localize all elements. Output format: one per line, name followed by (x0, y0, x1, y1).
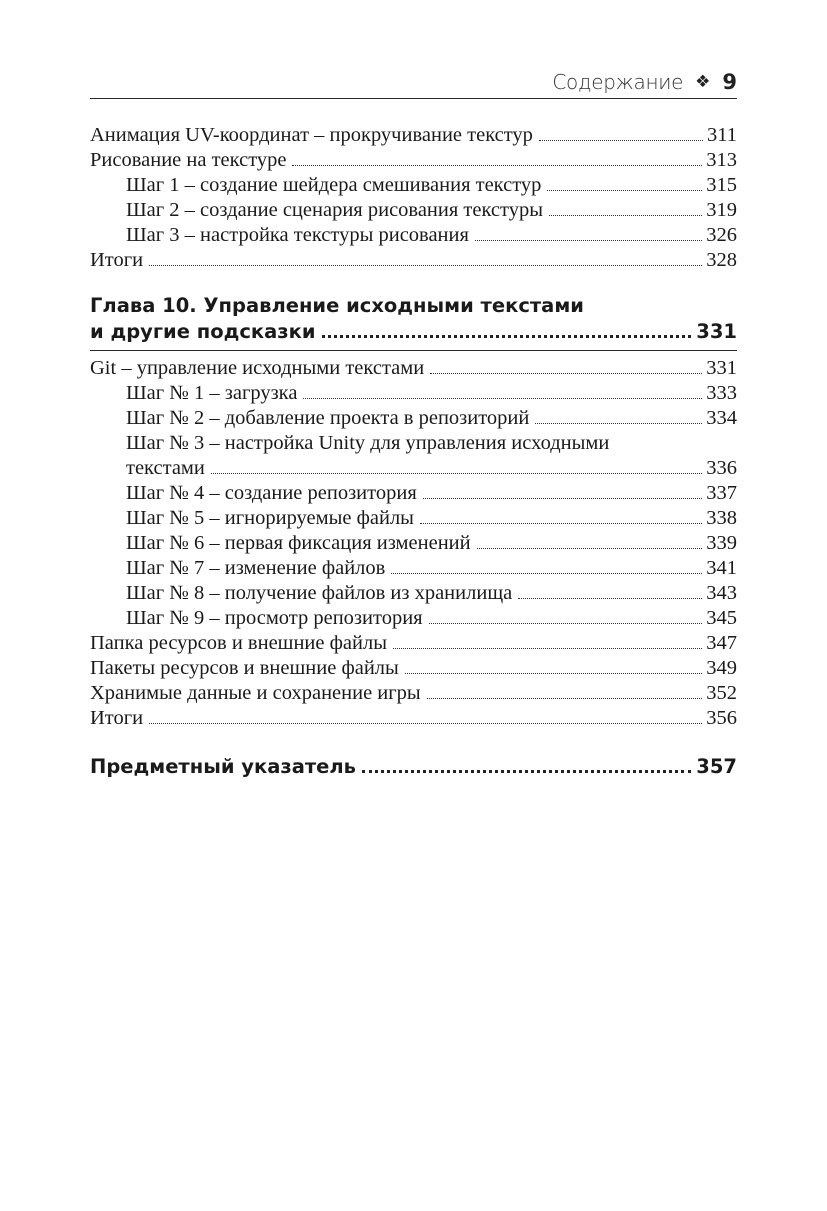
toc-entry-title: Шаг № 2 – добавление проекта в репозиторий (126, 407, 530, 429)
index-entry-title: Предметный указатель (90, 755, 357, 778)
toc-entry-title: Анимация UV-координат – прокручивание текстур (90, 124, 533, 146)
index-entry-page: 357 (696, 755, 737, 778)
toc-entry[interactable] (90, 706, 737, 731)
toc-entry-page: 328 (706, 249, 737, 271)
chapter-heading[interactable] (90, 293, 737, 351)
toc-subentry[interactable] (90, 173, 737, 198)
chapter-title-line2-row (90, 319, 737, 345)
leader-dots (393, 648, 702, 649)
toc-entry-title: Шаг № 3 – настройка Unity для управления исходными (126, 432, 610, 454)
toc-entry-page: 343 (706, 582, 737, 604)
toc-entry-page: 349 (706, 657, 737, 679)
toc-entry[interactable] (90, 248, 737, 273)
toc-entry-page: 345 (706, 607, 737, 629)
toc-subentry[interactable] (90, 581, 737, 606)
toc-subentry[interactable] (90, 381, 737, 406)
toc-entry-title: Рисование на текстуре (90, 149, 287, 171)
toc-entry-page: 326 (706, 224, 737, 246)
toc-subentry[interactable] (90, 223, 737, 248)
toc-entry[interactable] (90, 656, 737, 681)
toc-subentry[interactable] (90, 198, 737, 223)
leader-dots (303, 398, 702, 399)
toc-entry-title: Хранимые данные и сохранение игры (90, 682, 421, 704)
running-header-title: Содержание (552, 70, 684, 94)
leader-dots (420, 523, 702, 524)
toc-subentry[interactable] (90, 431, 737, 456)
toc-subentry[interactable] (90, 481, 737, 506)
toc-entry-title: Git – управление исходными текстами (90, 357, 425, 379)
leader-dots (211, 473, 702, 474)
toc-entry-title-continuation: текстами (126, 457, 205, 479)
toc-entry-page: 331 (706, 357, 737, 379)
toc-entry-title: Шаг № 1 – загрузка (126, 382, 298, 404)
toc-entry-page: 311 (707, 124, 737, 146)
toc-entry-page: 313 (706, 149, 737, 171)
page-header (90, 70, 737, 99)
leader-dots (423, 498, 703, 499)
toc-entry-title: Шаг № 9 – просмотр репозитория (126, 607, 423, 629)
leader-dots (430, 373, 702, 374)
toc-entry-page: 339 (706, 532, 737, 554)
leader-dots (292, 165, 702, 166)
toc-entry-title: Шаг № 4 – создание репозитория (126, 482, 417, 504)
chapter-title-line1: Глава 10. Управление исходными текстами (90, 294, 584, 317)
toc-entry[interactable] (90, 356, 737, 381)
toc-entry-page: 352 (706, 682, 737, 704)
leader-dots (391, 573, 702, 574)
toc-entry-title: Шаг 3 – настройка текстуры рисования (126, 224, 469, 246)
toc-subentry[interactable] (90, 606, 737, 631)
toc-entry-page: 333 (706, 382, 737, 404)
toc-entry-title: Шаг № 6 – первая фиксация изменений (126, 532, 471, 554)
toc-entry[interactable] (90, 631, 737, 656)
toc-entry-title: Итоги (90, 707, 144, 729)
leader-dots (535, 423, 702, 424)
chapter-page: 331 (696, 320, 737, 343)
leader-dots (429, 623, 703, 624)
toc-entry-title: Пакеты ресурсов и внешние файлы (90, 657, 399, 679)
toc-entry-page: 338 (706, 507, 737, 529)
leader-dots (518, 598, 702, 599)
ornament-icon: ❖ (695, 72, 711, 92)
leader-dots (475, 240, 702, 241)
toc-subentry[interactable] (90, 506, 737, 531)
toc-entry-title: Шаг № 5 – игнорируемые файлы (126, 507, 414, 529)
toc-entry-title: Итоги (90, 249, 144, 271)
leader-dots (427, 698, 703, 699)
toc-entry-title: Папка ресурсов и внешние файлы (90, 632, 387, 654)
toc-entry-page: 341 (706, 557, 737, 579)
table-of-contents (90, 123, 737, 778)
toc-entry-title: Шаг 2 – создание сценария рисования текстуры (126, 199, 543, 221)
leader-dots (547, 190, 702, 191)
leader-dots (149, 723, 702, 724)
toc-entry[interactable] (90, 123, 737, 148)
toc-subentry-continuation[interactable] (90, 456, 737, 481)
toc-subentry[interactable] (90, 406, 737, 431)
toc-entry-title: Шаг № 7 – изменение файлов (126, 557, 386, 579)
toc-entry-page: 315 (706, 174, 737, 196)
toc-entry-page: 337 (706, 482, 737, 504)
toc-subentry[interactable] (90, 531, 737, 556)
toc-entry-page: 336 (706, 457, 737, 479)
toc-entry[interactable] (90, 681, 737, 706)
leader-dots (362, 770, 691, 773)
toc-entry-page: 319 (706, 199, 737, 221)
index-entry[interactable] (90, 755, 737, 778)
leader-dots (477, 548, 703, 549)
toc-entry-title: Шаг № 8 – получение файлов из хранилища (126, 582, 513, 604)
leader-dots (539, 140, 703, 141)
leader-dots (149, 265, 702, 266)
toc-subentry[interactable] (90, 556, 737, 581)
toc-entry-title: Шаг 1 – создание шейдера смешивания текстур (126, 174, 542, 196)
leader-dots (322, 335, 692, 338)
leader-dots (549, 215, 702, 216)
toc-entry-page: 356 (706, 707, 737, 729)
toc-entry[interactable] (90, 148, 737, 173)
chapter-title-line2: и другие подсказки (90, 320, 316, 343)
toc-entry-page: 334 (706, 407, 737, 429)
toc-entry-page: 347 (706, 632, 737, 654)
page-number: 9 (722, 70, 737, 94)
leader-dots (405, 673, 702, 674)
